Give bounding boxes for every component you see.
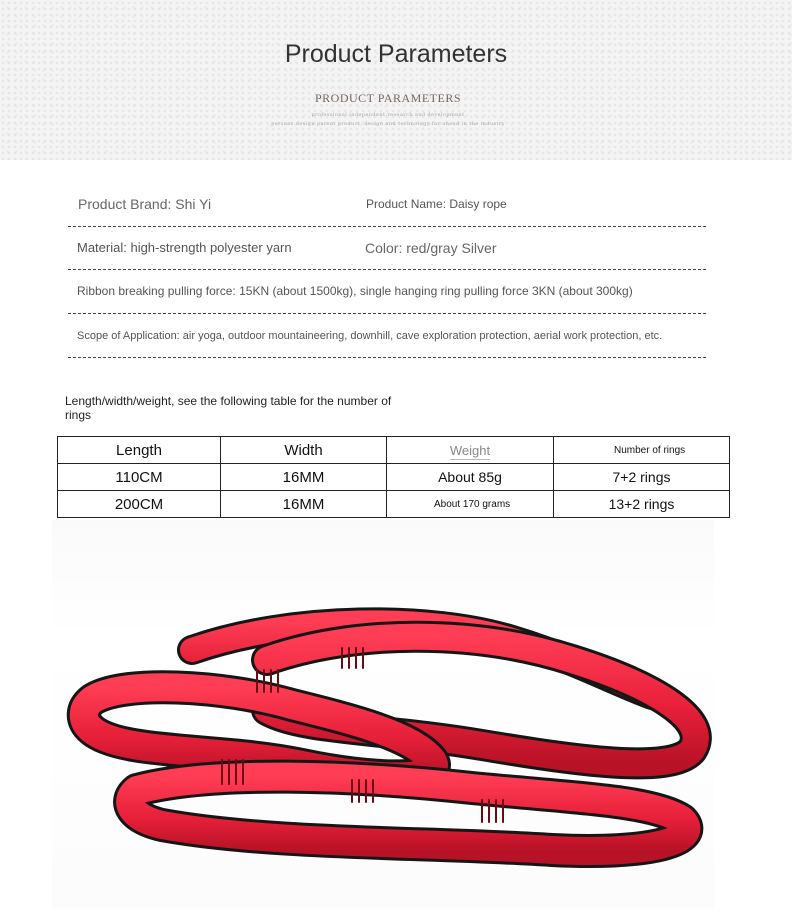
header-weight-label: Weight xyxy=(449,442,491,458)
header-width: Width xyxy=(221,437,387,464)
header-length: Length xyxy=(58,437,221,464)
divider xyxy=(68,357,706,358)
header-weight xyxy=(387,437,554,464)
param-scope: Scope of Application: air yoga, outdoor mountaineering, downhill, cave exploration protection, aerial work protection, etc. xyxy=(77,330,663,342)
cell-length: 200CM xyxy=(58,491,221,518)
tagline-line-1: professional independent research and development xyxy=(311,112,465,118)
cell-weight: About 170 grams xyxy=(387,491,554,518)
cell-width: 16MM xyxy=(221,491,387,518)
table-row xyxy=(58,491,730,518)
cell-width: 16MM xyxy=(221,464,387,491)
spec-table xyxy=(57,436,730,518)
param-product-name: Product Name: Daisy rope xyxy=(366,197,507,211)
param-material: Material: high-strength polyester yarn xyxy=(77,240,292,255)
cell-rings: 7+2 rings xyxy=(554,464,730,491)
divider xyxy=(68,313,706,314)
param-color: Color: red/gray Silver xyxy=(365,240,497,256)
page-subtitle: PRODUCT PARAMETERS xyxy=(314,91,462,105)
page-title: Product Parameters xyxy=(284,40,508,68)
cell-weight: About 85g xyxy=(387,464,554,491)
header-number-of-rings: Number of rings xyxy=(554,437,730,464)
param-breaking-force: Ribbon breaking pulling force: 15KN (about 1500kg), single hanging ring pulling force 3KN (about 300kg) xyxy=(77,284,633,298)
divider xyxy=(68,226,706,227)
table-row xyxy=(58,464,730,491)
param-brand: Product Brand: Shi Yi xyxy=(78,196,212,212)
product-photo xyxy=(52,520,714,910)
divider xyxy=(68,269,706,270)
table-header-row xyxy=(58,437,730,464)
cell-rings: 13+2 rings xyxy=(554,491,730,518)
tagline-line-2: persons design patent product, design and technology far ahead in the industry xyxy=(271,121,505,127)
header-banner xyxy=(0,0,792,160)
table-intro: Length/width/weight, see the following table for the number of rings xyxy=(65,394,392,422)
daisy-chain-image xyxy=(52,520,714,910)
cell-length: 110CM xyxy=(58,464,221,491)
